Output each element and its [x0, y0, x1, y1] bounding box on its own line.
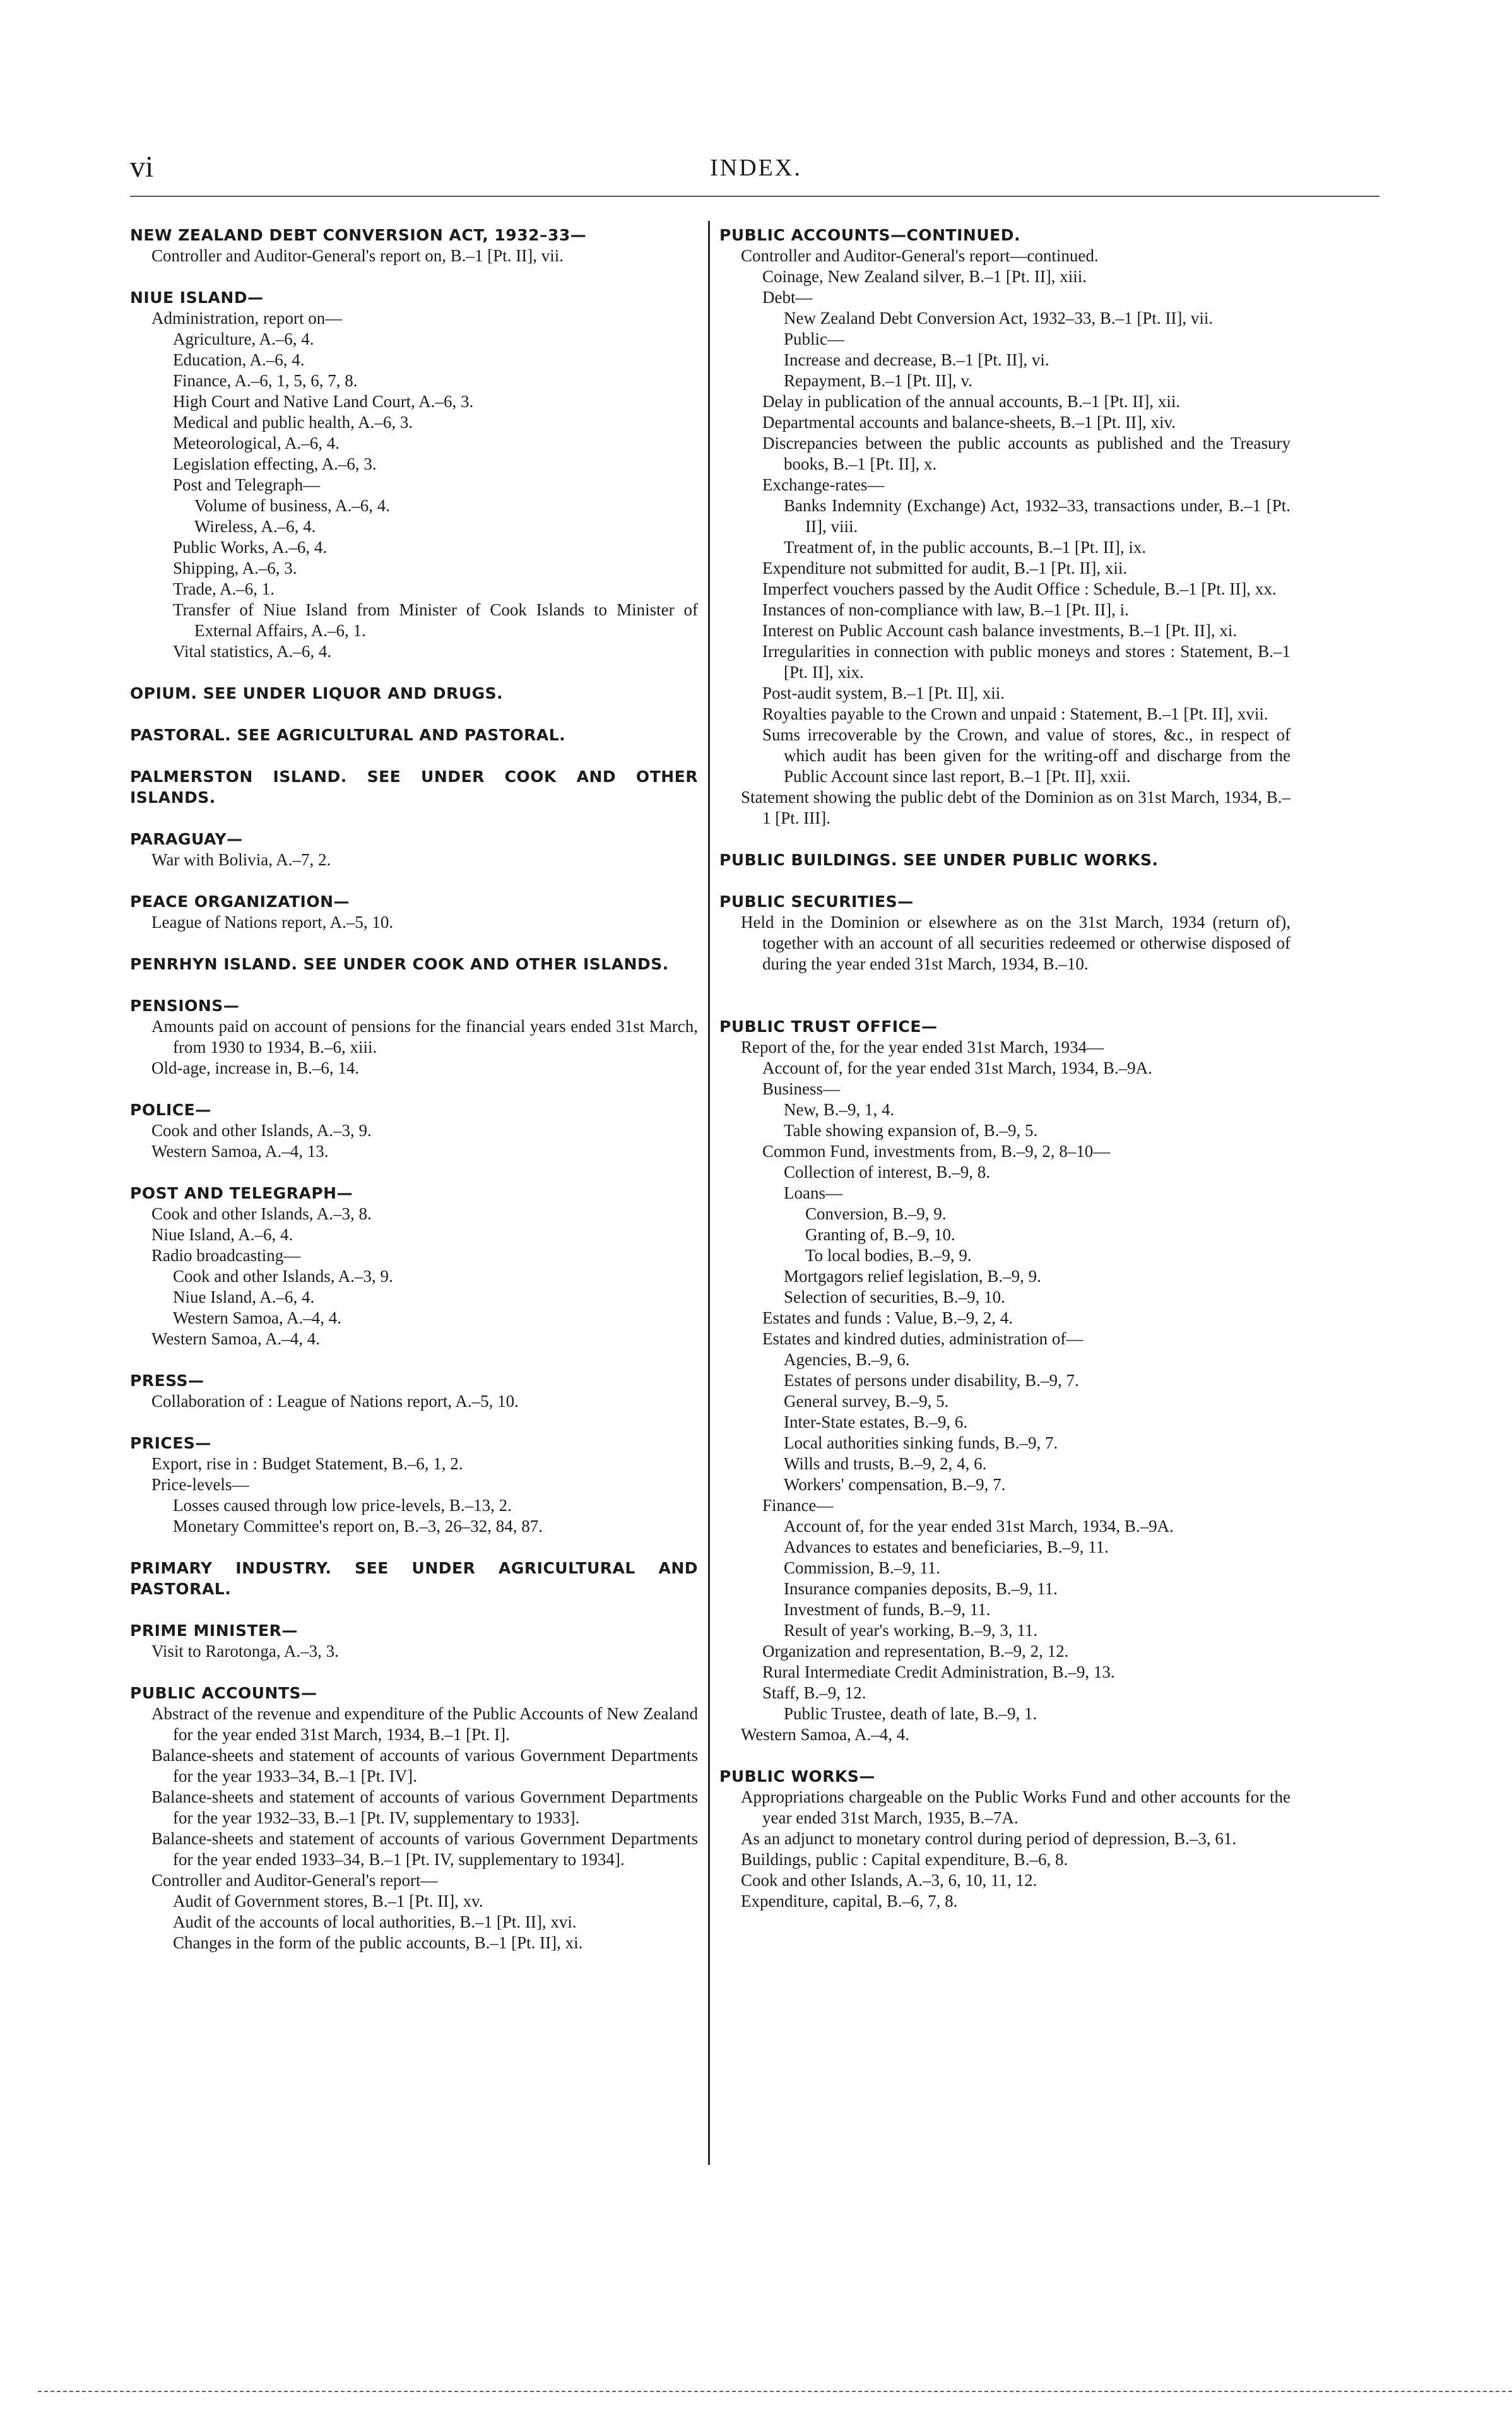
index-heading: OPIUM. SEE UNDER LIQUOR AND DRUGS. [130, 684, 504, 702]
index-entry: Abstract of the revenue and expenditure of the Public Accounts of New Zealand for the year ended 31st March, 1934, B.–1 [Pt. I]. [151, 1704, 698, 1744]
index-entry: Advances to estates and beneficiaries, B.–9, 11. [784, 1537, 1109, 1556]
index-heading: PALMERSTON ISLAND. SEE UNDER COOK AND OTHER ISLANDS. [130, 767, 698, 807]
index-entry: Irregularities in connection with public moneys and stores : Statement, B.–1 [Pt. II], xix. [762, 642, 1291, 682]
index-entry: Wireless, A.–6, 4. [194, 517, 316, 536]
index-entry: Rural Intermediate Credit Administration, B.–9, 13. [762, 1662, 1115, 1681]
index-entry: Appropriations chargeable on the Public Works Fund and other accounts for the year ended 31st March, 1935, B.–7A. [741, 1787, 1291, 1827]
index-heading: PUBLIC TRUST OFFICE— [719, 1017, 938, 1036]
index-heading: PRESS— [130, 1371, 204, 1390]
index-entry: Staff, B.–9, 12. [762, 1683, 866, 1702]
index-entry: Agencies, B.–9, 6. [784, 1350, 910, 1369]
index-entry: Post-audit system, B.–1 [Pt. II], xii. [762, 684, 1005, 702]
index-entry: Public Trustee, death of late, B.–9, 1. [784, 1704, 1037, 1723]
index-entry: Departmental accounts and balance-sheets, B.–1 [Pt. II], xiv. [762, 413, 1176, 432]
index-heading: PUBLIC ACCOUNTS— [130, 1684, 317, 1702]
index-entry: Western Samoa, A.–4, 4. [741, 1725, 910, 1744]
index-heading: PEACE ORGANIZATION— [130, 892, 350, 911]
index-entry: Transfer of Niue Island from Minister of Cook Islands to Minister of External Affairs, A.–6, 1. [173, 600, 698, 640]
index-column-left [130, 225, 698, 1953]
index-entry: New Zealand Debt Conversion Act, 1932–33, B.–1 [Pt. II], vii. [784, 309, 1214, 328]
index-entry: Audit of the accounts of local authorities, B.–1 [Pt. II], xvi. [173, 1912, 577, 1931]
index-heading: PENSIONS— [130, 997, 240, 1015]
index-entry: Medical and public health, A.–6, 3. [173, 413, 413, 432]
index-heading: NIUE ISLAND— [130, 288, 264, 307]
index-entry: Meteorological, A.–6, 4. [173, 434, 340, 453]
index-entry: Estates and funds : Value, B.–9, 2, 4. [762, 1308, 1013, 1327]
index-entry: Trade, A.–6, 1. [173, 579, 275, 598]
index-entry: Selection of securities, B.–9, 10. [784, 1288, 1005, 1306]
index-heading: PASTORAL. SEE AGRICULTURAL AND PASTORAL. [130, 726, 566, 744]
index-entry: Old-age, increase in, B.–6, 14. [151, 1058, 360, 1077]
index-entry: Buildings, public : Capital expenditure, B.–6, 8. [741, 1850, 1068, 1869]
index-entry: Education, A.–6, 4. [173, 350, 305, 369]
index-entry: Cook and other Islands, A.–3, 6, 10, 11, 12. [741, 1871, 1037, 1890]
index-entry: Coinage, New Zealand silver, B.–1 [Pt. II], xiii. [762, 267, 1087, 286]
index-entry: Western Samoa, A.–4, 13. [151, 1142, 329, 1161]
index-entry: Western Samoa, A.–4, 4. [151, 1329, 321, 1348]
index-entry: Exchange-rates— [762, 475, 885, 494]
index-entry: Account of, for the year ended 31st March, 1934, B.–9A. [762, 1058, 1152, 1077]
index-entry: Increase and decrease, B.–1 [Pt. II], vi. [784, 350, 1049, 369]
index-entry: Banks Indemnity (Exchange) Act, 1932–33, transactions under, B.–1 [Pt. II], viii. [784, 496, 1291, 536]
index-entry: Radio broadcasting— [151, 1246, 301, 1265]
index-entry: Public Works, A.–6, 4. [173, 538, 328, 557]
index-entry: To local bodies, B.–9, 9. [805, 1246, 972, 1265]
index-entry: Commission, B.–9, 11. [784, 1558, 941, 1577]
index-entry: Sums irrecoverable by the Crown, and value of stores, &c., in respect of which audit has been given for the writing-off and discharge from the Public Account since last report, B.–1 [Pt. II], xxii. [762, 725, 1291, 786]
index-entry: High Court and Native Land Court, A.–6, 3. [173, 392, 474, 411]
index-entry: Estates and kindred duties, administration of— [762, 1329, 1084, 1348]
index-entry: Cook and other Islands, A.–3, 9. [151, 1121, 372, 1140]
index-entry: Audit of Government stores, B.–1 [Pt. II], xv. [173, 1892, 483, 1910]
index-entry: Cook and other Islands, A.–3, 8. [151, 1204, 372, 1223]
index-entry: Investment of funds, B.–9, 11. [784, 1600, 991, 1619]
index-entry: Local authorities sinking funds, B.–9, 7. [784, 1433, 1058, 1452]
index-entry: Shipping, A.–6, 3. [173, 559, 297, 578]
index-entry: Common Fund, investments from, B.–9, 2, 8–10— [762, 1142, 1111, 1161]
index-entry: Controller and Auditor-General's report—continued. [741, 246, 1099, 265]
index-entry: Loans— [784, 1183, 842, 1202]
index-entry: Organization and representation, B.–9, 2, 12. [762, 1642, 1069, 1661]
index-heading: NEW ZEALAND DEBT CONVERSION ACT, 1932–33— [130, 226, 587, 244]
index-heading: PARAGUAY— [130, 830, 243, 848]
index-entry: Volume of business, A.–6, 4. [194, 496, 391, 515]
index-entry: Niue Island, A.–6, 4. [151, 1225, 293, 1244]
index-entry: Inter-State estates, B.–9, 6. [784, 1413, 968, 1431]
footer-rule [38, 2391, 1512, 2392]
index-entry: Result of year's working, B.–9, 3, 11. [784, 1621, 1038, 1640]
index-heading: PRIME MINISTER— [130, 1621, 298, 1640]
index-entry: Balance-sheets and statement of accounts of various Government Departments for the year 1932–33, B.–1 [Pt. IV, supplementary to 1933]. [151, 1787, 698, 1827]
index-entry: Collection of interest, B.–9, 8. [784, 1163, 990, 1182]
index-heading: POST AND TELEGRAPH— [130, 1184, 353, 1202]
index-entry: Balance-sheets and statement of accounts of various Government Departments for the year 1933–34, B.–1 [Pt. IV]. [151, 1746, 698, 1786]
index-entry: Delay in publication of the annual accounts, B.–1 [Pt. II], xii. [762, 392, 1181, 411]
index-entry: Repayment, B.–1 [Pt. II], v. [784, 371, 972, 390]
index-entry: Expenditure, capital, B.–6, 7, 8. [741, 1892, 958, 1910]
index-heading: PRICES— [130, 1434, 211, 1452]
index-entry: Debt— [762, 288, 813, 307]
index-entry: Statement showing the public debt of the Dominion as on 31st March, 1934, B.–1 [Pt. III]. [741, 788, 1291, 827]
index-entry: War with Bolivia, A.–7, 2. [151, 850, 331, 869]
index-heading: PUBLIC BUILDINGS. SEE UNDER PUBLIC WORKS. [719, 851, 1159, 869]
index-heading: PENRHYN ISLAND. SEE UNDER COOK AND OTHER ISLANDS. [130, 955, 669, 973]
index-entry: Insurance companies deposits, B.–9, 11. [784, 1579, 1058, 1598]
index-entry: Export, rise in : Budget Statement, B.–6, 1, 2. [151, 1454, 463, 1473]
index-entry: Controller and Auditor-General's report on, B.–1 [Pt. II], vii. [151, 246, 564, 265]
index-entry: Legislation effecting, A.–6, 3. [173, 454, 377, 473]
index-entry: New, B.–9, 1, 4. [784, 1100, 895, 1119]
index-entry: Royalties payable to the Crown and unpaid : Statement, B.–1 [Pt. II], xvii. [762, 704, 1268, 723]
column-divider [708, 221, 710, 2165]
index-entry: Agriculture, A.–6, 4. [173, 329, 314, 348]
index-entry: Post and Telegraph— [173, 475, 321, 494]
index-entry: Interest on Public Account cash balance investments, B.–1 [Pt. II], xi. [762, 621, 1237, 640]
page-number: vi [130, 150, 154, 184]
index-entry: General survey, B.–9, 5. [784, 1392, 949, 1411]
index-entry: Expenditure not submitted for audit, B.–1 [Pt. II], xii. [762, 559, 1128, 578]
index-heading: POLICE— [130, 1101, 211, 1119]
index-entry: Mortgagors relief legislation, B.–9, 9. [784, 1267, 1041, 1286]
index-column-right [719, 225, 1291, 1912]
index-entry: Niue Island, A.–6, 4. [173, 1288, 315, 1306]
index-entry: League of Nations report, A.–5, 10. [151, 913, 394, 932]
index-entry: Workers' compensation, B.–9, 7. [784, 1475, 1006, 1494]
index-entry: Administration, report on— [151, 309, 343, 328]
index-heading: PUBLIC ACCOUNTS—CONTINUED. [719, 226, 1020, 244]
index-entry: Collaboration of : League of Nations report, A.–5, 10. [151, 1392, 519, 1411]
header-rule [130, 196, 1379, 197]
index-entry: As an adjunct to monetary control during period of depression, B.–3, 61. [741, 1829, 1237, 1848]
index-heading: PUBLIC WORKS— [719, 1767, 875, 1786]
index-entry: Discrepancies between the public accounts as published and the Treasury books, B.–1 [Pt. II], x. [762, 434, 1291, 473]
index-heading: PRIMARY INDUSTRY. SEE UNDER AGRICULTURAL AND PASTORAL. [130, 1559, 698, 1598]
index-entry: Changes in the form of the public accounts, B.–1 [Pt. II], xi. [173, 1933, 583, 1952]
index-entry: Account of, for the year ended 31st March, 1934, B.–9A. [784, 1517, 1174, 1536]
index-entry: Visit to Rarotonga, A.–3, 3. [151, 1642, 339, 1661]
index-entry: Controller and Auditor-General's report— [151, 1871, 438, 1890]
index-entry: Held in the Dominion or elsewhere as on the 31st March, 1934 (return of), together with an account of all securities redeemed or otherwise disposed of during the year ended 31st March, 1934, B.–10. [741, 913, 1291, 973]
index-entry: Business— [762, 1079, 841, 1098]
index-entry: Finance— [762, 1496, 834, 1515]
index-entry: Vital statistics, A.–6, 4. [173, 642, 332, 661]
index-entry: Conversion, B.–9, 9. [805, 1204, 947, 1223]
page-title: INDEX. [710, 155, 802, 181]
index-entry: Balance-sheets and statement of accounts of various Government Departments for the year ended 1933–34, B.–1 [Pt. IV, supplementary to 1934]. [151, 1829, 698, 1869]
index-entry: Report of the, for the year ended 31st March, 1934— [741, 1038, 1104, 1057]
index-entry: Table showing expansion of, B.–9, 5. [784, 1121, 1038, 1140]
index-entry: Treatment of, in the public accounts, B.–1 [Pt. II], ix. [784, 538, 1147, 557]
index-heading: PUBLIC SECURITIES— [719, 892, 914, 911]
index-entry: Losses caused through low price-levels, B.–13, 2. [173, 1496, 512, 1515]
index-entry: Imperfect vouchers passed by the Audit Office : Schedule, B.–1 [Pt. II], xx. [762, 579, 1277, 598]
index-entry: Finance, A.–6, 1, 5, 6, 7, 8. [173, 371, 358, 390]
index-entry: Western Samoa, A.–4, 4. [173, 1308, 342, 1327]
index-entry: Price-levels— [151, 1475, 249, 1494]
index-entry: Instances of non-compliance with law, B.–1 [Pt. II], i. [762, 600, 1129, 619]
index-entry: Public— [784, 329, 845, 348]
index-entry: Wills and trusts, B.–9, 2, 4, 6. [784, 1454, 987, 1473]
index-entry: Granting of, B.–9, 10. [805, 1225, 955, 1244]
index-entry: Estates of persons under disability, B.–9, 7. [784, 1371, 1079, 1390]
index-entry: Monetary Committee's report on, B.–3, 26–32, 84, 87. [173, 1517, 543, 1536]
index-entry: Cook and other Islands, A.–3, 9. [173, 1267, 393, 1286]
index-entry: Amounts paid on account of pensions for the financial years ended 31st March, from 1930 to 1934, B.–6, xiii. [151, 1017, 698, 1057]
